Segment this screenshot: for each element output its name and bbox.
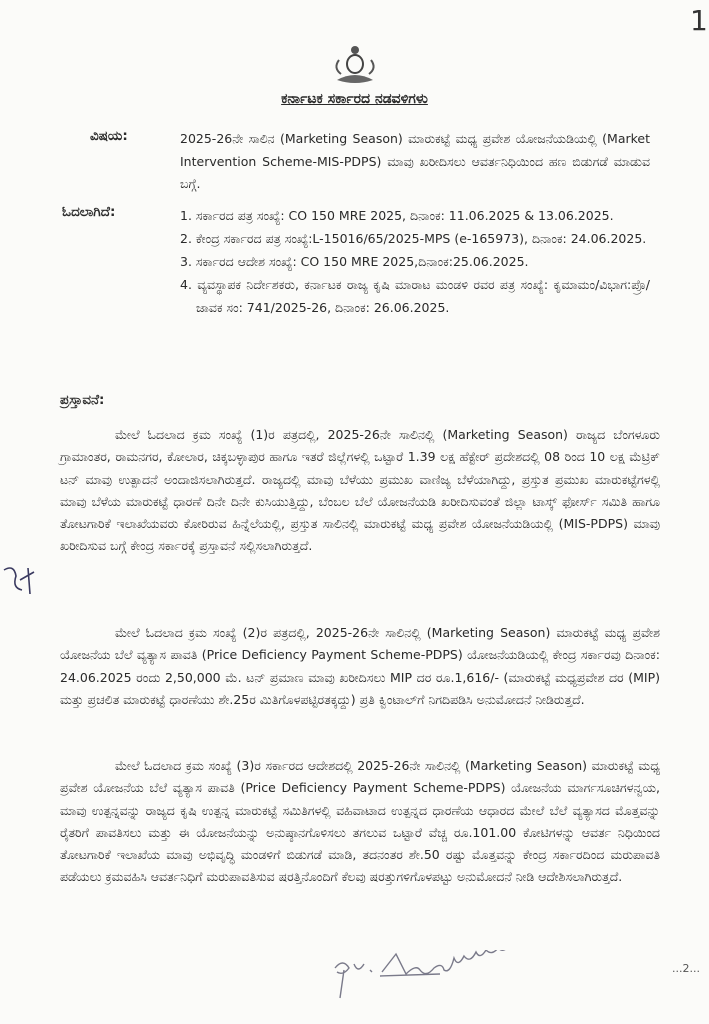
- preamble-label: ಪ್ರಸ್ತಾವನೆ:: [60, 392, 105, 408]
- reference-item: 3. ಸರ್ಕಾರದ ಆದೇಶ ಸಂಖ್ಯೆ: CO 150 MRE 2025,ದಿನಾಂಕ:25.06.2025.: [180, 254, 529, 269]
- reference-item: 4. ವ್ಯವಸ್ಥಾಪಕ ನಿರ್ದೇಶಕರು, ಕರ್ನಾಟಕ ರಾಜ್ಯ ಕೃಷಿ ಮಾರಾಟ ಮಂಡಳಿ ರವರ ಪತ್ರ ಸಂಖ್ಯೆ: ಕೃಮಾಮಂ/ವಿಭಾಗ:ಪ್ರೊ/ಜಾವಕ ಸಂ: 741/2025-26, ದಿನಾಂಕ: 26.06.2025.: [180, 277, 650, 315]
- reference-item: 1. ಸರ್ಕಾರದ ಪತ್ರ ಸಂಖ್ಯೆ: CO 150 MRE 2025, ದಿನಾಂಕ: 11.06.2025 & 13.06.2025.: [180, 208, 614, 223]
- references-label: ಓದಲಾಗಿದೆ:: [62, 204, 116, 220]
- document-heading: ಕರ್ನಾಟಕ ಸರ್ಕಾರದ ನಡವಳಿಗಳು: [281, 91, 428, 107]
- signature: [330, 950, 580, 1000]
- subject-label: ವಿಷಯ:: [90, 128, 128, 144]
- handwritten-initial-mark: [0, 560, 45, 605]
- page-continuation: ...2...: [672, 962, 700, 975]
- references-list: [180, 204, 650, 319]
- subject-text: 2025-26ನೇ ಸಾಲಿನ (Marketing Season) ಮಾರುಕಟ್ಟೆ ಮಧ್ಯ ಪ್ರವೇಶ ಯೋಜನೆಯಡಿಯಲ್ಲಿ (Market Intervention Scheme-MIS-PDPS) ಮಾವು ಖರೀದಿಸಲು ಆವರ್ತನಿಧಿಯಿಂದ ಹಣ ಬಿಡುಗಡೆ ಮಾಡುವ ಬಗ್ಗೆ.: [180, 131, 650, 191]
- reference-item: 2. ಕೇಂದ್ರ ಸರ್ಕಾರದ ಪತ್ರ ಸಂಖ್ಯೆ:L-15016/65/2025-MPS (e-165973), ದಿನಾಂಕ: 24.06.2025.: [180, 231, 647, 246]
- paragraph-3: ಮೇಲೆ ಓದಲಾದ ಕ್ರಮ ಸಂಖ್ಯೆ (3)ರ ಸರ್ಕಾರದ ಆದೇಶದಲ್ಲಿ 2025-26ನೇ ಸಾಲಿನಲ್ಲಿ (Marketing Season) ಮಾರುಕಟ್ಟೆ ಮಧ್ಯ ಪ್ರವೇಶ ಯೋಜನೆಯ ಬೆಲೆ ವ್ಯತ್ಯಾಸ ಪಾವತಿ (Price Deficiency Payment Scheme-PDPS) ಯೋಜನೆಯ ಮಾರ್ಗಸೂಚಿಗಳನ್ವಯ, ಮಾವು ಉತ್ಪನ್ನವನ್ನು ರಾಜ್ಯದ ಕೃಷಿ ಉತ್ಪನ್ನ ಮಾರುಕಟ್ಟೆ ಸಮಿತಿಗಳಲ್ಲಿ ವಹಿವಾಟಾದ ಉತ್ಪನ್ನದ ಧಾರಣೆಯ ಆಧಾರದ ಮೇಲೆ ಬೆಲೆ ವ್ಯತ್ಯಾಸದ ಮೊತ್ತವನ್ನು ರೈತರಿಗೆ ಪಾವತಿಸಲು ಮತ್ತು ಈ ಯೋಜನೆಯನ್ನು ಅನುಷ್ಠಾನಗೊಳಿಸಲು ತಗಲುವ ಒಟ್ಟಾರೆ ವೆಚ್ಚ ರೂ.101.00 ಕೋಟಿಗಳನ್ನು ಆವರ್ತ ನಿಧಿಯಿಂದ ತೋಟಗಾರಿಕೆ ಇಲಾಖೆಯ ಮಾವು ಅಭಿವೃದ್ಧಿ ಮಂಡಳಿಗೆ ಬಿಡುಗಡೆ ಮಾಡಿ, ತದನಂತರ ಶೇ.50 ರಷ್ಟು ಮೊತ್ತವನ್ನು ಕೇಂದ್ರ ಸರ್ಕಾರದಿಂದ ಮರುಪಾವತಿ ಪಡೆಯಲು ಕ್ರಮವಹಿಸಿ ಆವರ್ತನಿಧಿಗೆ ಮರುಪಾವತಿಸುವ ಷರತ್ತಿನೊಂದಿಗೆ ಕೆಲವು ಷರತ್ತುಗಳಿಗೊಳಪಟ್ಟು ಅನುಮೋದನೆ ನೀಡಿ ಆದೇಶಿಸಲಾಗಿರುತ್ತದೆ.: [60, 758, 660, 885]
- paragraph-1: ಮೇಲೆ ಓದಲಾದ ಕ್ರಮ ಸಂಖ್ಯೆ (1)ರ ಪತ್ರದಲ್ಲಿ, 2025-26ನೇ ಸಾಲಿನಲ್ಲಿ (Marketing Season) ರಾಜ್ಯದ ಬೆಂಗಳೂರು ಗ್ರಾಮಾಂತರ, ರಾಮನಗರ, ಕೋಲಾರ, ಚಿಕ್ಕಬಳ್ಳಾಪುರ ಹಾಗೂ ಇತರೆ ಜಿಲ್ಲೆಗಳಲ್ಲಿ ಒಟ್ಟಾರೆ 1.39 ಲಕ್ಷ ಹೆಕ್ಟೇರ್ ಪ್ರದೇಶದಲ್ಲಿ 08 ರಿಂದ 10 ಲಕ್ಷ ಮೆಟ್ರಿಕ್ ಟನ್ ಮಾವು ಉತ್ಪಾದನೆ ಅಂದಾಜಿಸಲಾಗಿರುತ್ತದೆ. ರಾಜ್ಯದಲ್ಲಿ ಮಾವು ಬೆಳೆಯು ಪ್ರಮುಖ ವಾಣಿಜ್ಯ ಬೆಳೆಯಾಗಿದ್ದು, ಪ್ರಸ್ತುತ ಪ್ರಮುಖ ಮಾರುಕಟ್ಟೆಗಳಲ್ಲಿ ಮಾವು ಬೆಳೆಯ ಮಾರುಕಟ್ಟೆ ಧಾರಣೆ ದಿನೇ ದಿನೇ ಕುಸಿಯುತ್ತಿದ್ದು, ಬೆಂಬಲ ಬೆಲೆ ಯೋಜನೆಯಡಿ ಖರೀದಿಸುವಂತೆ ಜಿಲ್ಲಾ ಟಾಸ್ಕ್ ಫೋರ್ಸ್ ಸಮಿತಿ ಹಾಗೂ ತೋಟಗಾರಿಕೆ ಇಲಾಖೆಯವರು ಕೋರಿರುವ ಹಿನ್ನೆಲೆಯಲ್ಲಿ, ಪ್ರಸ್ತುತ ಸಾಲಿನಲ್ಲಿ ಮಾರುಕಟ್ಟೆ ಮಧ್ಯ ಪ್ರವೇಶ ಯೋಜನೆಯಡಿಯಲ್ಲಿ (MIS-PDPS) ಮಾವು ಖರೀದಿಸುವ ಬಗ್ಗೆ ಕೇಂದ್ರ ಸರ್ಕಾರಕ್ಕೆ ಪ್ರಸ್ತಾವನೆ ಸಲ್ಲಿಸಲಾಗಿರುತ್ತದೆ.: [60, 427, 660, 554]
- government-emblem-icon: [325, 44, 385, 88]
- paragraph-2: ಮೇಲೆ ಓದಲಾದ ಕ್ರಮ ಸಂಖ್ಯೆ (2)ರ ಪತ್ರದಲ್ಲಿ, 2025-26ನೇ ಸಾಲಿನಲ್ಲಿ (Marketing Season) ಮಾರುಕಟ್ಟೆ ಮಧ್ಯ ಪ್ರವೇಶ ಯೋಜನೆಯ ಬೆಲೆ ವ್ಯತ್ಯಾಸ ಪಾವತಿ (Price Deficiency Payment Scheme-PDPS) ಯೋಜನೆಯಡಿಯಲ್ಲಿ ಕೇಂದ್ರ ಸರ್ಕಾರವು ದಿನಾಂಕ: 24.06.2025 ರಂದು 2,50,000 ಮೆ. ಟನ್ ಪ್ರಮಾಣ ಮಾವು ಖರೀದಿಸಲು MIP ದರ ರೂ.1,616/- (ಮಾರುಕಟ್ಟೆ ಮಧ್ಯಪ್ರವೇಶ ದರ (MIP) ಮತ್ತು ಪ್ರಚಲಿತ ಮಾರುಕಟ್ಟೆ ಧಾರಣೆಯು ಶೇ.25ರ ಮಿತಿಗೊಳಪಟ್ಟಿರತಕ್ಕದ್ದು) ಪ್ರತಿ ಕ್ವಿಂಟಾಲ್‌ಗೆ ನಿಗದಿಪಡಿಸಿ ಅನುಮೋದನೆ ನೀಡಿರುತ್ತದೆ.: [60, 625, 660, 707]
- page-corner-number: 1: [690, 4, 708, 37]
